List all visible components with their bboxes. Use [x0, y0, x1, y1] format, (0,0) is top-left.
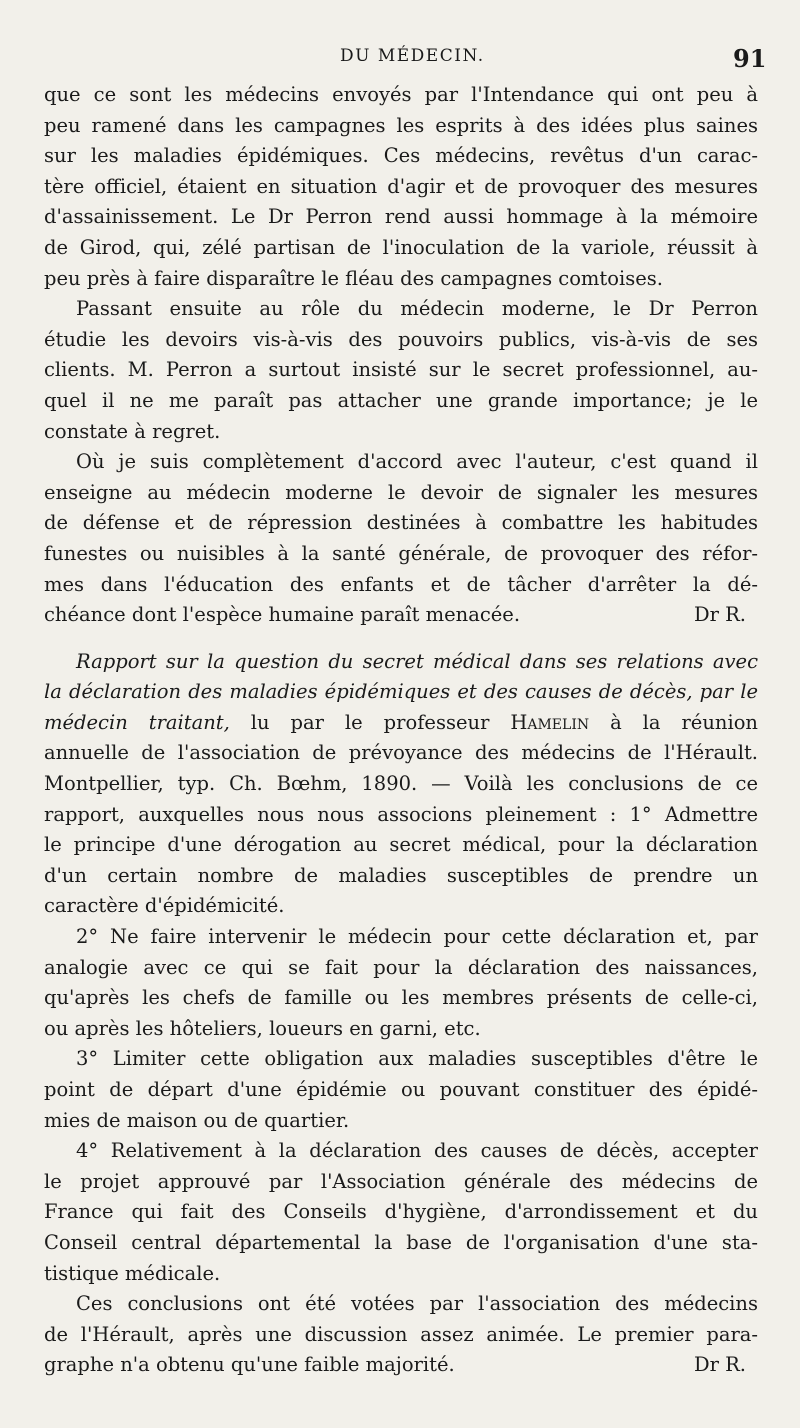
text-line: tistique médicale.: [44, 1261, 221, 1285]
text-line: de l'Hérault, après une discussion assez animée. Le premier para-: [44, 1322, 758, 1346]
text-line: de défense et de répression destinées à combattre les habitudes: [44, 511, 758, 535]
review-title-line: la déclaration des maladies épidémiques et des causes de décès, par le: [44, 680, 758, 704]
text-line: d'un certain nombre de maladies susceptibles de prendre un: [44, 863, 758, 887]
text-line: constate à regret.: [44, 419, 221, 443]
text-line: enseigne au médecin moderne le devoir de signaler les mesures: [44, 480, 758, 504]
running-title: DU MÉDECIN.: [340, 46, 485, 66]
text-line: Passant ensuite au rôle du médecin moderne, le Dr Perron: [76, 297, 758, 321]
title-italic: médecin traitant,: [44, 710, 230, 734]
text-line: France qui fait des Conseils d'hygiène, d'arrondissement et du: [44, 1200, 758, 1224]
text-line: funestes ou nuisibles à la santé générale, de provoquer des réfor-: [44, 541, 758, 565]
page-number: 91: [733, 44, 767, 73]
page-body: [44, 80, 758, 1381]
text-line: étudie les devoirs vis-à-vis des pouvoirs publics, vis-à-vis de ses: [44, 327, 758, 351]
text-line: rapport, auxquelles nous nous associons pleinement : 1° Admettre: [44, 802, 758, 826]
text-line: tère officiel, étaient en situation d'agir et de provoquer des mesures: [44, 174, 758, 198]
text-line: que ce sont les médecins envoyés par l'Intendance qui ont peu à: [44, 83, 758, 106]
title-text: à la réunion: [589, 710, 758, 734]
text-line: Ces conclusions ont été votées par l'association des médecins: [76, 1292, 758, 1316]
review-hamelin: [44, 647, 758, 1381]
text-line: annuelle de l'association de prévoyance des médecins de l'Hérault.: [44, 741, 758, 765]
text-line: quel il ne me paraît pas attacher une grande importance; je le: [44, 388, 758, 412]
text-line: peu ramené dans les campagnes les esprits à des idées plus saines: [44, 113, 758, 137]
text-line: Où je suis complètement d'accord avec l'auteur, c'est quand il: [76, 450, 758, 474]
text-line: analogie avec ce qui se fait pour la déclaration des naissances,: [44, 955, 758, 979]
signature: Dr R.: [693, 1353, 746, 1377]
review-perron: [44, 80, 758, 631]
text-line: Montpellier, typ. Ch. Bœhm, 1890. — Voilà les conclusions de ce: [44, 772, 758, 796]
text-line: le principe d'une dérogation au secret médical, pour la déclaration: [44, 833, 758, 857]
text-line: point de départ d'une épidémie ou pouvant constituer des épidé-: [44, 1078, 758, 1101]
text-line: mies de maison ou de quartier.: [44, 1108, 350, 1132]
text-line: mes dans l'éducation des enfants et de tâcher d'arrêter la dé-: [44, 572, 758, 596]
text-line: d'assainissement. Le Dr Perron rend aussi hommage à la mémoire: [44, 205, 758, 229]
text-line: 4° Relativement à la déclaration des causes de décès, accepter: [76, 1139, 758, 1163]
text-line: chéance dont l'espèce humaine paraît menacée.: [44, 603, 521, 627]
title-text: lu par le professeur: [229, 710, 511, 734]
text-line: 3° Limiter cette obligation aux maladies susceptibles d'être le: [76, 1047, 758, 1071]
text-line: peu près à faire disparaître le fléau des campagnes comtoises.: [44, 266, 663, 290]
signature: Dr R.: [693, 603, 746, 627]
text-line: le projet approuvé par l'Association générale des médecins de: [44, 1169, 758, 1193]
review-title-line: [44, 708, 758, 739]
review-title-line: Rapport sur la question du secret médical dans ses relations avec: [76, 649, 758, 673]
text-line: de Girod, qui, zélé partisan de l'inoculation de la variole, réussit à: [44, 235, 758, 259]
text-line: qu'après les chefs de famille ou les membres présents de celle-ci,: [44, 986, 758, 1010]
author-name: Hamelin: [510, 710, 590, 734]
text-line-with-signature: [44, 1350, 758, 1381]
text-line: graphe n'a obtenu qu'une faible majorité.: [44, 1353, 455, 1377]
text-line: sur les maladies épidémiques. Ces médecins, revêtus d'un carac-: [44, 144, 758, 168]
text-line: 2° Ne faire intervenir le médecin pour cette déclaration et, par: [76, 925, 758, 949]
text-line: caractère d'épidémicité.: [44, 894, 285, 918]
text-line-with-signature: [44, 600, 758, 631]
text-line: Conseil central départemental la base de l'organisation d'une sta-: [44, 1230, 758, 1254]
running-head: [0, 44, 800, 78]
text-line: ou après les hôteliers, loueurs en garni, etc.: [44, 1016, 481, 1040]
text-line: clients. M. Perron a surtout insisté sur le secret professionnel, au-: [44, 358, 758, 382]
